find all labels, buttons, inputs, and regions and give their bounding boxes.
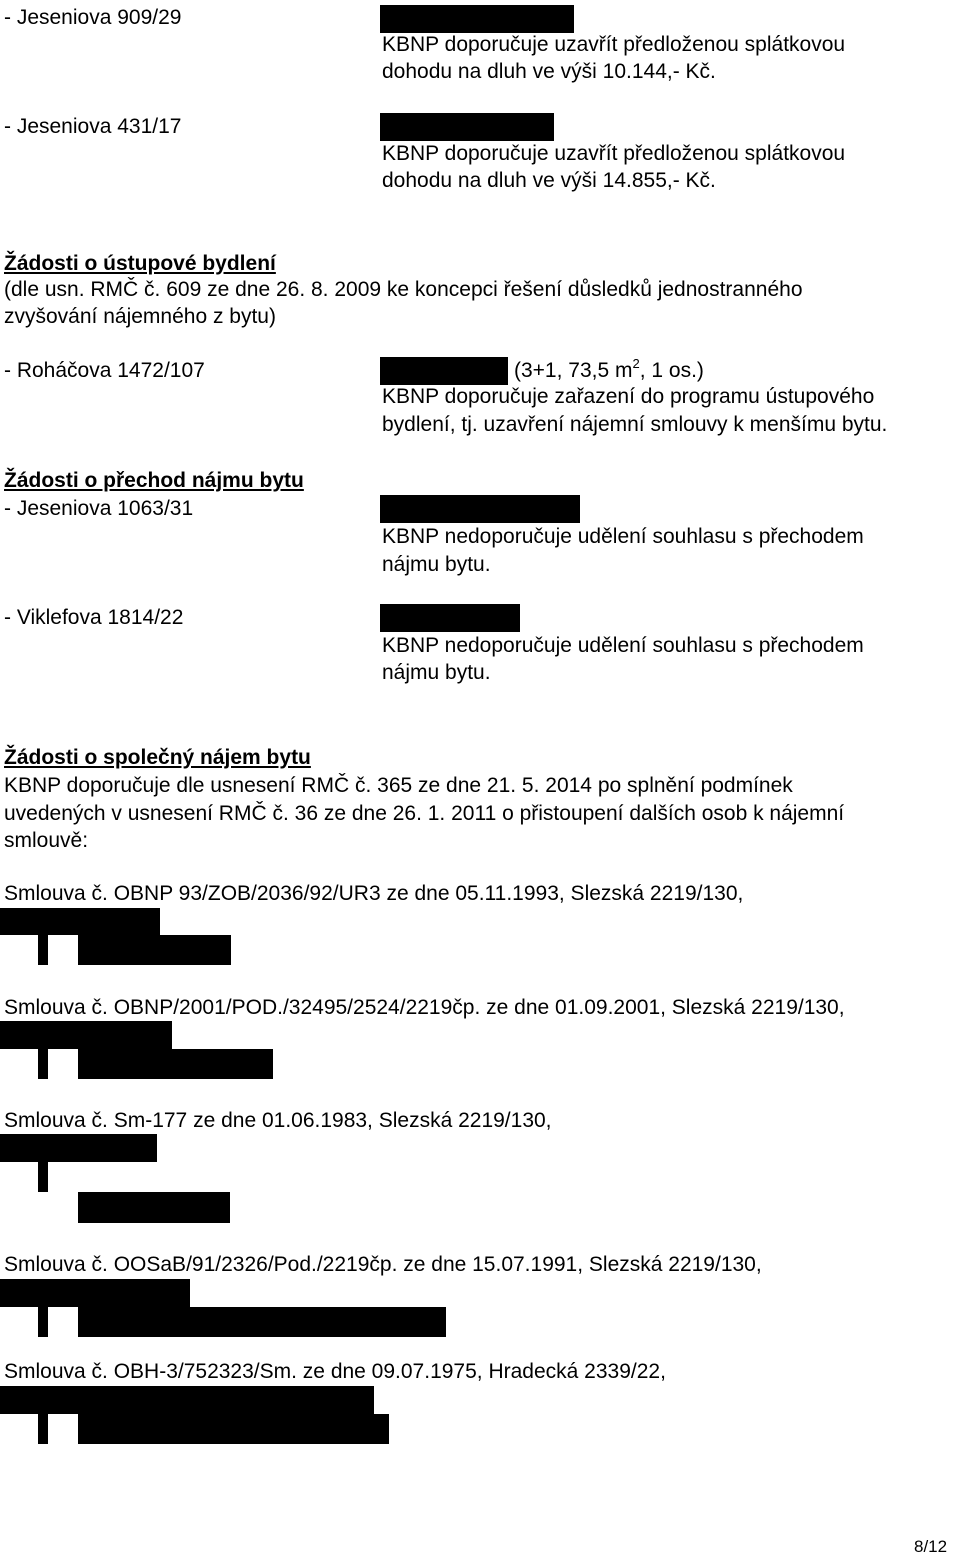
redaction-bar bbox=[380, 604, 520, 632]
ustupove-desc-1: (dle usn. RMČ č. 609 ze dne 26. 8. 2009 ke koncepci řešení důsledků jednostranného bbox=[4, 278, 803, 301]
spolecny-heading: Žádosti o společný nájem bytu bbox=[4, 746, 311, 769]
redaction-bar bbox=[38, 1307, 48, 1337]
redaction-bar bbox=[38, 935, 48, 965]
spolecny-text-1: KBNP doporučuje dle usnesení RMČ č. 365 ze dne 21. 5. 2014 po splnění podmínek bbox=[4, 774, 793, 797]
debt-text-1a: KBNP doporučuje uzavřít předloženou splátkovou bbox=[382, 33, 846, 56]
prechod-text-1a: KBNP nedoporučuje udělení souhlasu s přechodem bbox=[382, 525, 864, 548]
contract-3: Smlouva č. Sm-177 ze dne 01.06.1983, Slezská 2219/130, bbox=[4, 1109, 552, 1132]
redaction-bar bbox=[0, 1386, 374, 1414]
redaction-bar bbox=[38, 1414, 48, 1444]
ustupove-text-2: bydlení, tj. uzavření nájemní smlouvy k menšímu bytu. bbox=[382, 413, 888, 436]
prechod-heading: Žádosti o přechod nájmu bytu bbox=[4, 469, 304, 492]
redaction-bar bbox=[0, 1134, 157, 1162]
redaction-bar bbox=[78, 1307, 446, 1337]
redaction-bar bbox=[78, 1192, 230, 1223]
redaction-bar bbox=[380, 357, 508, 385]
prechod-address-1: - Jeseniova 1063/31 bbox=[4, 497, 194, 520]
debt-text-2b: dohodu na dluh ve výši 14.855,- Kč. bbox=[382, 169, 716, 192]
ustupove-heading: Žádosti o ústupové bydlení bbox=[4, 252, 276, 275]
debt-address-2: - Jeseniova 431/17 bbox=[4, 115, 182, 138]
redaction-bar bbox=[0, 1279, 190, 1307]
debt-text-2a: KBNP doporučuje uzavřít předloženou splátkovou bbox=[382, 142, 846, 165]
redaction-bar bbox=[78, 1049, 273, 1079]
redaction-bar bbox=[0, 1021, 172, 1049]
spolecny-text-3: smlouvě: bbox=[4, 829, 89, 852]
redaction-bar bbox=[38, 1049, 48, 1079]
debt-address-1: - Jeseniova 909/29 bbox=[4, 6, 182, 29]
redaction-bar bbox=[78, 1414, 389, 1444]
contract-1: Smlouva č. OBNP 93/ZOB/2036/92/UR3 ze dne 05.11.1993, Slezská 2219/130, bbox=[4, 882, 744, 905]
ustupove-address: - Roháčova 1472/107 bbox=[4, 359, 205, 382]
ustupove-desc-2: zvyšování nájemného z bytu) bbox=[4, 305, 276, 328]
redaction-bar bbox=[38, 1162, 48, 1192]
contract-4: Smlouva č. OOSaB/91/2326/Pod./2219čp. ze dne 15.07.1991, Slezská 2219/130, bbox=[4, 1253, 762, 1276]
spolecny-text-2: uvedených v usnesení RMČ č. 36 ze dne 26. 1. 2011 o přistoupení dalších osob k nájemní bbox=[4, 802, 845, 825]
prechod-address-2: - Viklefova 1814/22 bbox=[4, 606, 184, 629]
ustupove-details: (3+1, 73,5 $m^2$, 1 os.) bbox=[514, 356, 704, 382]
redaction-bar bbox=[78, 935, 231, 965]
ustupove-text-1: KBNP doporučuje zařazení do programu ústupového bbox=[382, 385, 875, 408]
redaction-bar bbox=[380, 5, 574, 33]
prechod-text-2a: KBNP nedoporučuje udělení souhlasu s přechodem bbox=[382, 634, 864, 657]
contract-2: Smlouva č. OBNP/2001/POD./32495/2524/2219čp. ze dne 01.09.2001, Slezská 2219/130, bbox=[4, 996, 845, 1019]
contract-5: Smlouva č. OBH-3/752323/Sm. ze dne 09.07.1975, Hradecká 2339/22, bbox=[4, 1360, 666, 1383]
redaction-bar bbox=[0, 908, 160, 935]
redaction-bar bbox=[380, 495, 580, 523]
redaction-bar bbox=[380, 113, 554, 141]
debt-text-1b: dohodu na dluh ve výši 10.144,- Kč. bbox=[382, 60, 716, 83]
page-number: 8/12 bbox=[914, 1537, 948, 1556]
prechod-text-1b: nájmu bytu. bbox=[382, 553, 491, 576]
prechod-text-2b: nájmu bytu. bbox=[382, 661, 491, 684]
